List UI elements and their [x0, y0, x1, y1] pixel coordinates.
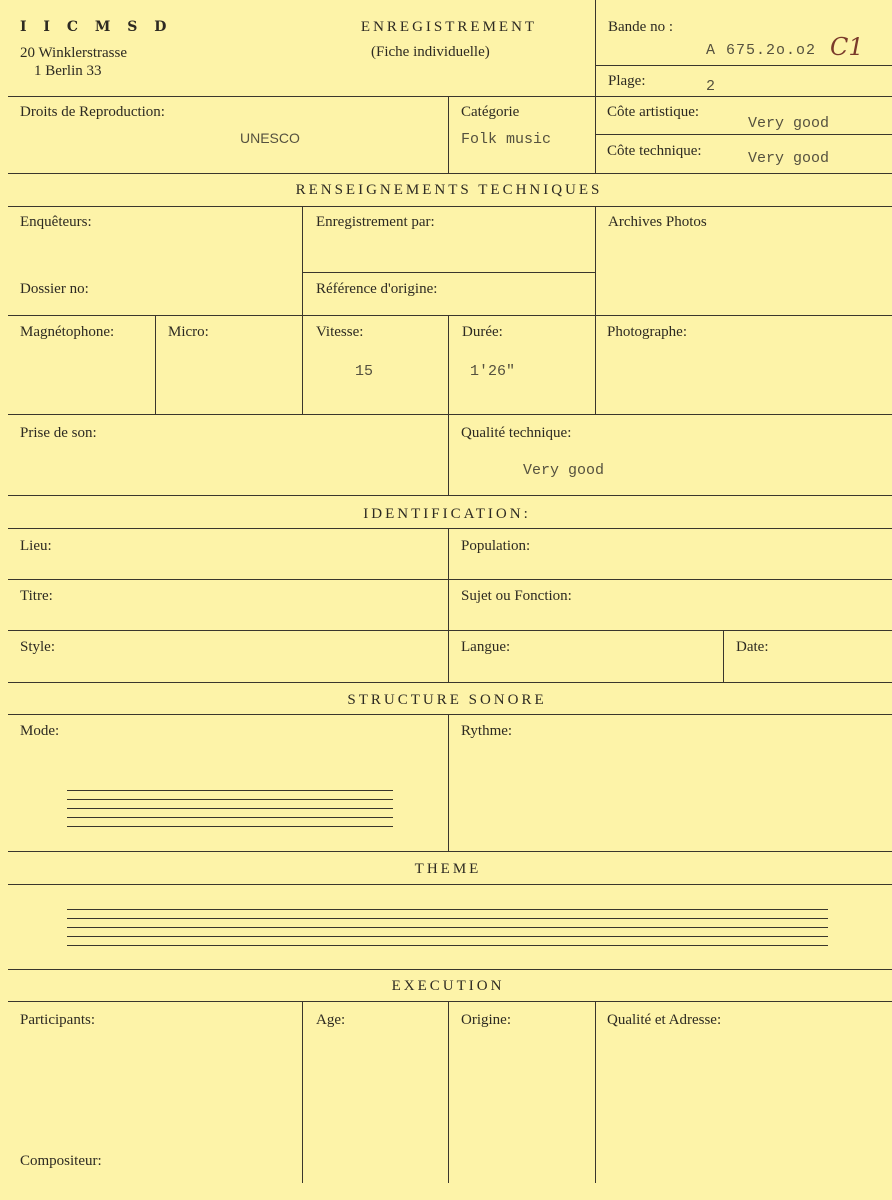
qualite-technique-value: Very good — [523, 462, 605, 479]
enregistrement-par-label: Enregistrement par: — [316, 214, 435, 230]
rule — [8, 96, 892, 97]
droits-value: UNESCO — [240, 130, 300, 146]
staff-line — [67, 790, 393, 791]
rule — [595, 0, 596, 173]
rule — [8, 315, 892, 316]
cote-technique-label: Côte technique: — [607, 143, 702, 159]
origine-label: Origine: — [461, 1012, 511, 1028]
rule — [8, 495, 892, 496]
rule — [8, 969, 892, 970]
bande-value: A 675.2o.o2 — [706, 42, 817, 59]
cote-artistique-label: Côte artistique: — [607, 104, 700, 120]
titre-label: Titre: — [20, 588, 53, 604]
rule — [448, 315, 449, 495]
staff-line — [67, 909, 828, 910]
section-title-technical: RENSEIGNEMENTS TECHNIQUES — [295, 182, 603, 198]
form-title: ENREGISTREMENT — [360, 19, 538, 35]
address-line-2: 1 Berlin 33 — [34, 63, 102, 79]
rule — [8, 714, 892, 715]
rule — [303, 272, 595, 273]
rule — [8, 414, 892, 415]
rule — [8, 1001, 892, 1002]
sujet-fonction-label: Sujet ou Fonction: — [461, 588, 572, 604]
rule — [8, 528, 892, 529]
staff-line — [67, 808, 393, 809]
rule — [595, 1001, 596, 1183]
staff-line — [67, 826, 393, 827]
vitesse-value: 15 — [355, 363, 374, 380]
age-label: Age: — [316, 1012, 346, 1028]
staff-line — [67, 936, 828, 937]
rule — [302, 1001, 303, 1183]
section-title-structure: STRUCTURE SONORE — [347, 692, 547, 708]
rule — [595, 65, 892, 66]
mode-label: Mode: — [20, 723, 60, 739]
duree-value: 1'26" — [470, 363, 516, 380]
qualite-technique-label: Qualité technique: — [461, 425, 572, 441]
participants-label: Participants: — [20, 1012, 95, 1028]
reference-label: Référence d'origine: — [316, 281, 438, 297]
categorie-value: Folk music — [461, 131, 552, 148]
rule — [155, 315, 156, 414]
org-logo: I I C M S D — [20, 19, 173, 35]
bande-handwritten-note: C1 — [830, 33, 864, 61]
staff-line — [67, 927, 828, 928]
rule — [595, 134, 892, 135]
vitesse-label: Vitesse: — [316, 324, 364, 340]
section-title-execution: EXECUTION — [391, 978, 505, 994]
magnetophone-label: Magnétophone: — [20, 324, 115, 340]
population-label: Population: — [461, 538, 531, 554]
lieu-label: Lieu: — [20, 538, 52, 554]
cote-technique-value: Very good — [748, 150, 830, 167]
rule — [8, 851, 892, 852]
staff-line — [67, 799, 393, 800]
section-title-identification: IDENTIFICATION: — [363, 506, 531, 522]
droits-label: Droits de Reproduction: — [20, 104, 165, 120]
langue-label: Langue: — [461, 639, 511, 655]
form-subtitle: (Fiche individuelle) — [371, 44, 490, 60]
enqueteurs-label: Enquêteurs: — [20, 214, 92, 230]
rule — [302, 206, 303, 414]
rule — [8, 884, 892, 885]
rythme-label: Rythme: — [461, 723, 513, 739]
staff-line — [67, 918, 828, 919]
cote-artistique-value: Very good — [748, 115, 830, 132]
rule — [8, 173, 892, 174]
rule — [8, 682, 892, 683]
staff-line — [67, 945, 828, 946]
section-title-theme: THEME — [414, 861, 482, 877]
rule — [448, 96, 449, 173]
address-line-1: 20 Winklerstrasse — [20, 45, 128, 61]
archives-photos-label: Archives Photos — [608, 214, 707, 230]
categorie-label: Catégorie — [461, 104, 520, 120]
bande-label: Bande no : — [608, 19, 673, 35]
rule — [8, 630, 892, 631]
rule — [595, 206, 596, 414]
micro-label: Micro: — [168, 324, 209, 340]
prise-de-son-label: Prise de son: — [20, 425, 97, 441]
style-label: Style: — [20, 639, 56, 655]
photographe-label: Photographe: — [607, 324, 687, 340]
date-label: Date: — [736, 639, 769, 655]
qualite-adresse-label: Qualité et Adresse: — [607, 1012, 722, 1028]
plage-value: 2 — [706, 78, 716, 95]
rule — [448, 528, 449, 682]
rule — [8, 579, 892, 580]
compositeur-label: Compositeur: — [20, 1153, 102, 1169]
duree-label: Durée: — [462, 324, 503, 340]
dossier-label: Dossier no: — [20, 281, 89, 297]
rule — [448, 714, 449, 851]
rule — [448, 1001, 449, 1183]
rule — [8, 206, 892, 207]
staff-line — [67, 817, 393, 818]
plage-label: Plage: — [608, 73, 646, 89]
rule — [723, 630, 724, 682]
